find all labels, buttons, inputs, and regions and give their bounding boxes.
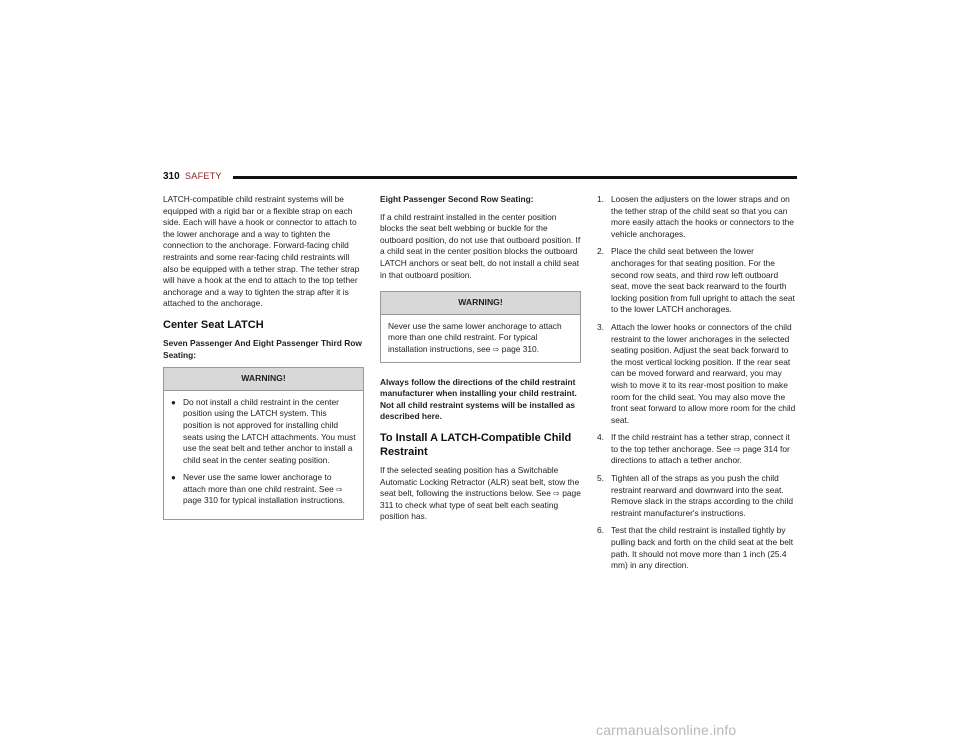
warning-bullet-2: ● Never use the same lower anchorage to attach more than one child restraint. See ⇨ page 310 for typical installation instructions. bbox=[171, 472, 346, 506]
warning-title: WARNING! bbox=[381, 292, 580, 315]
list-item: 4. If the child restraint has a tether strap, connect it to the top tether anchorage. See ⇨ page 314 for directions to attach a tether anchor. bbox=[597, 432, 790, 466]
list-item: 2. Place the child seat between the lower anchorages for that seating position. For the second row seats, and third row left outboard seat, move the seat back rearward to the fourth locking position from full upright to attach the seat to the lower LATCH anchorages. bbox=[597, 246, 795, 315]
watermark: carmanualsonline.info bbox=[596, 722, 737, 738]
page-header bbox=[163, 171, 797, 187]
list-item: 1. Loosen the adjusters on the lower straps and on the tether strap of the child seat so that you can more easily attach the hooks or connectors to the vehicle anchorages. bbox=[597, 194, 794, 239]
second-row-paragraph: If a child restraint installed in the center position blocks the seat belt webbing or buckle for the outboard position, do not use that outboard position. If a child seat in the center position blocks the outboard LATCH anchors or seat belt, do not install a child seat in that outboard position. bbox=[380, 211, 581, 280]
section-title: SAFETY bbox=[185, 171, 222, 181]
page-ref-arrow-icon[interactable]: ⇨ bbox=[553, 489, 560, 499]
warning-title: WARNING! bbox=[164, 368, 363, 391]
follow-directions-paragraph: Always follow the directions of the child restraint manufacturer when installing your child restraint. Not all child restraint systems will be installed as described here. bbox=[380, 376, 577, 422]
subheading-third-row: Seven Passenger And Eight Passenger Third Row Seating: bbox=[163, 337, 362, 360]
install-paragraph: If the selected seating position has a Switchable Automatic Locking Retractor (ALR) seat belt, stow the seat belt, following the instructions below. See ⇨ page 311 to check what type of seat belt each seating position has. bbox=[380, 464, 581, 522]
warning-bullet-1: ● Do not install a child restraint in the center position using the LATCH system. This position is not approved for installing child seats using the LATCH attachments. You must use the seat belt and tether anchor to install a child seat in the center seating position. bbox=[171, 396, 356, 465]
column-3 bbox=[597, 194, 797, 578]
install-steps-list bbox=[597, 194, 797, 572]
list-item: 6. Test that the child restraint is installed tightly by pulling back and forth on the child seat at the belt path. It should not move more than 1 inch (25.4 mm) in any direction. bbox=[597, 525, 794, 571]
subheading-second-row: Eight Passenger Second Row Seating: bbox=[380, 194, 534, 204]
column-2 bbox=[380, 194, 581, 529]
list-item: 3. Attach the lower hooks or connectors of the child restraint to the lower anchorages in the selected seating position. Adjust the seat back forward to the most vertical locking position. If the rear seat can be moved forward and rearward, you may wish to move it to its rear-most position to make room for the child seat. You may also move the front seat forward to allow more room for the child seat. bbox=[597, 321, 796, 425]
warning-box-1 bbox=[163, 367, 364, 520]
heading-install-latch: To Install A LATCH-Compatible Child Restraint bbox=[380, 431, 572, 458]
header-rule bbox=[233, 176, 797, 179]
heading-center-seat-latch: Center Seat LATCH bbox=[163, 318, 264, 331]
bullet-icon: ● bbox=[171, 397, 176, 407]
list-item: 5. Tighten all of the straps as you push the child restraint rearward and downward into the seat. Remove slack in the straps according to the child restraint manufacturer's instructions. bbox=[597, 473, 794, 518]
column-1 bbox=[163, 194, 364, 530]
page-ref-arrow-icon[interactable]: ⇨ bbox=[492, 344, 500, 354]
page-ref-arrow-icon[interactable]: ⇨ bbox=[336, 484, 343, 494]
page-number: 310 bbox=[163, 171, 180, 182]
bullet-icon: ● bbox=[171, 473, 176, 483]
intro-paragraph: LATCH-compatible child restraint systems will be equipped with a rigid bar or a flexible strap on each side. Each will have a hook or connector to attach to the lower anchorage and a way to tighten the connection to the anchorage. Forward-facing child restraints and some rear-facing child restraints will also be equipped with a tether strap. The tether strap will have a hook at the end to attach to the top tether anchorage and a way to tighten the strap after it is attached to the anchorage. bbox=[163, 194, 360, 309]
warning-box-2: WARNING! Never use the same lower anchorage to attach more than one child restraint. For typical installation instructions, see ⇨ page 310. bbox=[380, 291, 581, 362]
